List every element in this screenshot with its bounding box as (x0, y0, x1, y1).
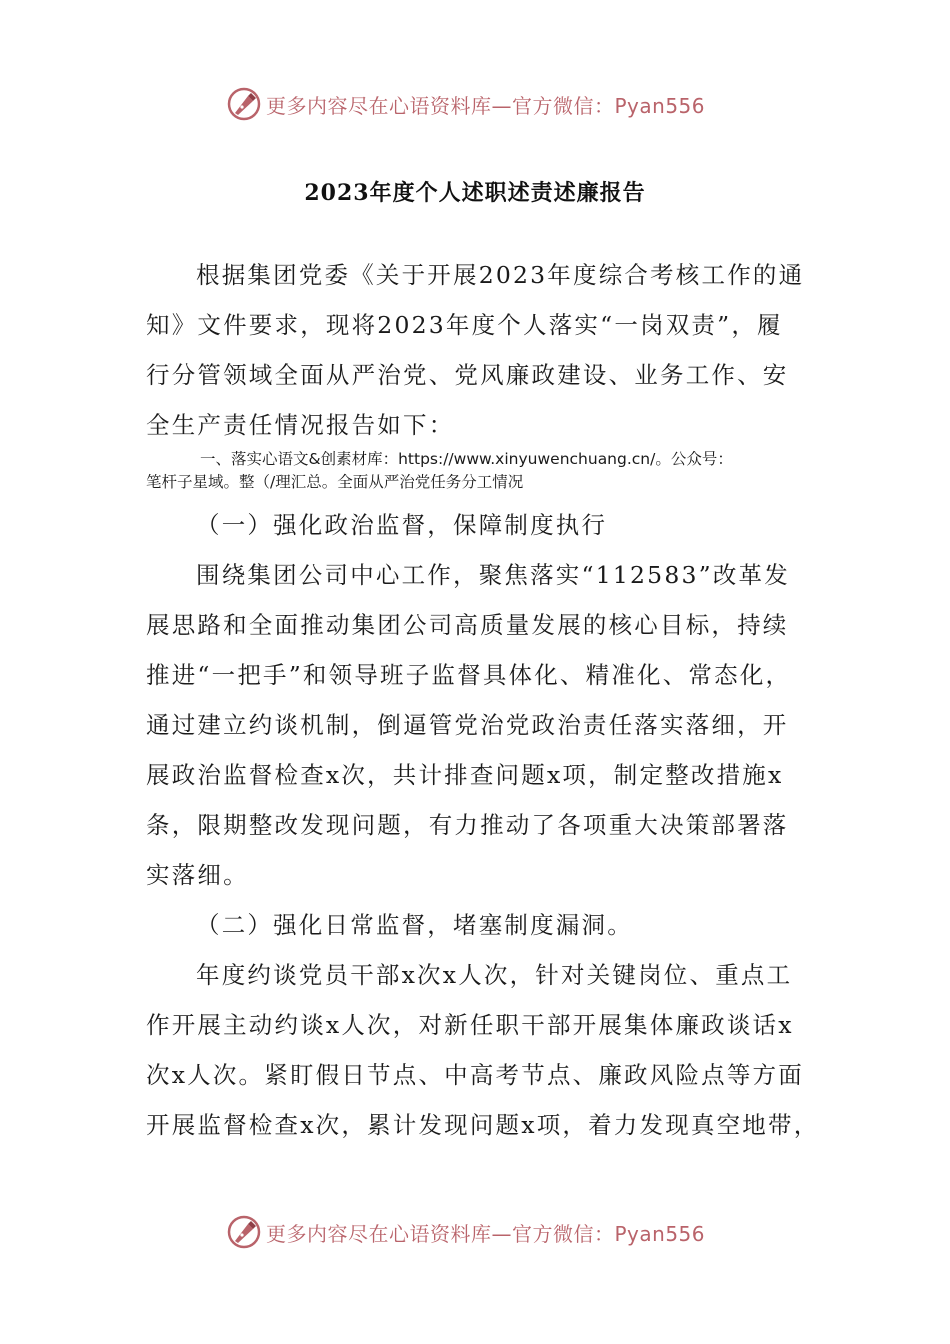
pen-nib-icon (226, 1214, 262, 1250)
watermark-banner-top (226, 84, 705, 124)
sub1-body-line-4: 通过建立约谈机制，倒逼管党治党政治责任落实落细，开 (146, 711, 789, 739)
watermark-banner-bottom (226, 1212, 705, 1252)
intro-line-1: 根据集团党委《关于开展2023年度综合考核工作的通 (196, 261, 805, 289)
sub1-body-line-5: 展政治监督检查x次，共计排查问题x项，制定整改措施x (146, 761, 784, 789)
watermark-text: 更多内容尽在心语资料库—官方微信：Pyan556 (266, 1221, 706, 1246)
sub1-body-line-1: 围绕集团公司中心工作，聚焦落实“112583”改革发 (196, 561, 790, 589)
sub1-body-line-2: 展思路和全面推动集团公司高质量发展的核心目标，持续 (146, 611, 789, 639)
sub2-body-line-2: 作开展主动约谈x人次，对新任职干部开展集体廉政谈话x (146, 1011, 794, 1039)
intro-line-4: 全生产责任情况报告如下： (146, 411, 455, 439)
section1-heading-line-2: 笔杆子星域。整（/理汇总。全面从严治党任务分工情况 (146, 473, 524, 491)
document-title: 2023年度个人述职述责述廉报告 (304, 180, 646, 206)
sub2-body-line-3: 次x人次。紧盯假日节点、中高考节点、廉政风险点等方面 (146, 1061, 804, 1089)
intro-line-3: 行分管领域全面从严治党、党风廉政建设、业务工作、安 (146, 361, 789, 389)
watermark-text: 更多内容尽在心语资料库—官方微信：Pyan556 (266, 93, 706, 118)
section1-heading-line-1: 一、落实心语文&创素材库：https://www.xinyuwenchuang.cn/。公众号： (200, 450, 733, 468)
sub1-body-line-7: 实落细。 (146, 861, 249, 889)
sub1-body-line-3: 推进“一把手”和领导班子监督具体化、精准化、常态化， (146, 661, 792, 689)
pen-nib-icon (226, 86, 262, 122)
sub1-body-line-6: 条，限期整改发现问题，有力推动了各项重大决策部署落 (146, 811, 789, 839)
sub2-body-line-1: 年度约谈党员干部x次x人次，针对关键岗位、重点工 (196, 961, 793, 989)
intro-line-2: 知》文件要求，现将2023年度个人落实“一岗双责”，履 (146, 311, 783, 339)
subsection1-heading: （一）强化政治监督，保障制度执行 (196, 511, 608, 539)
sub2-body-line-4: 开展监督检查x次，累计发现问题x项，着力发现真空地带， (146, 1111, 820, 1139)
subsection2-heading: （二）强化日常监督，堵塞制度漏洞。 (196, 911, 633, 939)
